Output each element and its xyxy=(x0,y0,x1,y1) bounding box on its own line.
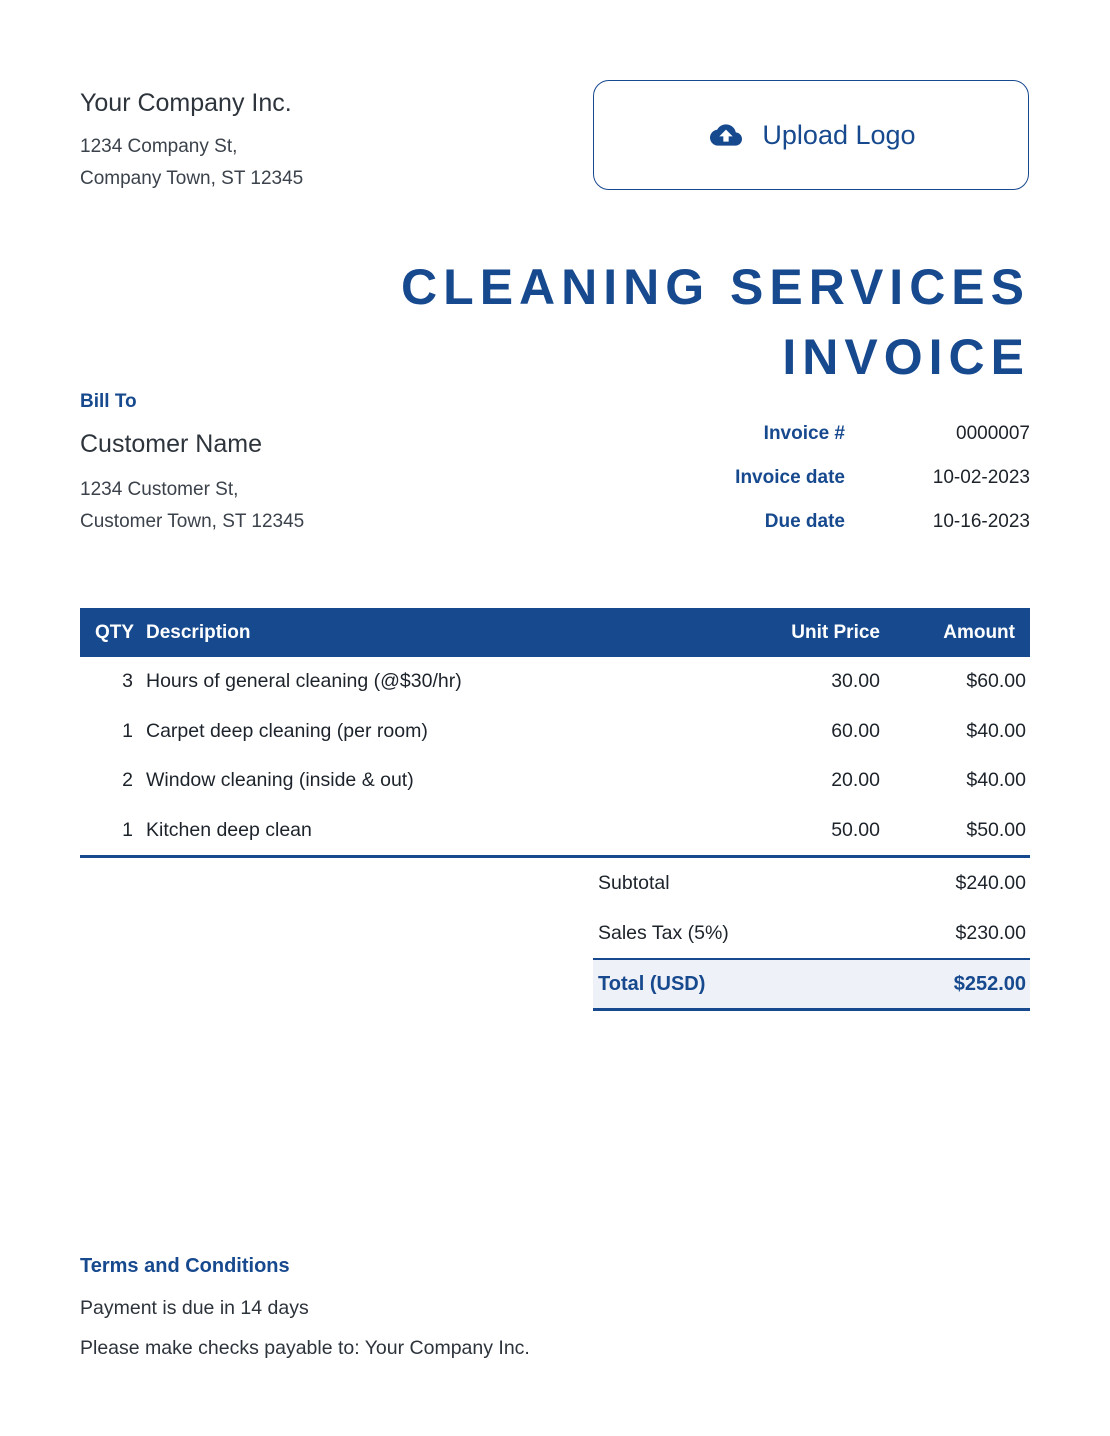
invoice-number-row xyxy=(735,412,1030,456)
table-header-row xyxy=(80,608,1030,657)
item-amount: $40.00 xyxy=(966,769,1026,792)
upload-logo-button[interactable] xyxy=(593,80,1029,190)
cloud-upload-icon xyxy=(706,119,746,151)
company-name: Your Company Inc. xyxy=(80,89,292,117)
company-info xyxy=(80,88,303,195)
bill-to-section xyxy=(80,391,304,538)
item-description: Carpet deep cleaning (per room) xyxy=(146,719,428,742)
unit-price-column-header: Unit Price xyxy=(791,621,880,643)
item-unit-price: 50.00 xyxy=(831,818,880,841)
terms-section xyxy=(80,1255,530,1377)
table-row xyxy=(80,756,1030,806)
customer-address-line1: 1234 Customer St, xyxy=(80,479,239,500)
table-row xyxy=(80,806,1030,856)
item-description: Kitchen deep clean xyxy=(146,818,312,841)
table-row xyxy=(80,707,1030,757)
grand-total-row xyxy=(593,958,1030,1011)
invoice-date-row xyxy=(735,456,1030,500)
totals-section xyxy=(593,859,1030,1011)
subtotal-row xyxy=(593,859,1030,909)
invoice-meta xyxy=(735,412,1030,544)
terms-heading: Terms and Conditions xyxy=(80,1255,290,1277)
item-qty: 1 xyxy=(122,719,133,742)
invoice-number-label: Invoice # xyxy=(763,423,845,444)
amount-column-header: Amount xyxy=(943,621,1015,643)
description-column-header: Description xyxy=(146,621,251,643)
grand-total-value: $252.00 xyxy=(953,972,1026,995)
item-qty: 2 xyxy=(122,769,133,792)
table-body xyxy=(80,657,1030,858)
item-description: Hours of general cleaning (@$30/hr) xyxy=(146,670,462,693)
sales-tax-label: Sales Tax (5%) xyxy=(598,921,729,944)
invoice-date-value: 10-02-2023 xyxy=(932,467,1030,488)
line-items-table xyxy=(80,608,1030,858)
sales-tax-value: $230.00 xyxy=(955,921,1026,944)
invoice-title-line1: CLEANING SERVICES xyxy=(401,259,1030,315)
due-date-label: Due date xyxy=(764,511,845,532)
invoice-title-line2: INVOICE xyxy=(782,329,1030,385)
customer-address-line2: Customer Town, ST 12345 xyxy=(80,511,305,532)
customer-address xyxy=(80,474,304,538)
grand-total-label: Total (USD) xyxy=(598,972,706,995)
item-description: Window cleaning (inside & out) xyxy=(146,769,414,792)
item-amount: $40.00 xyxy=(966,719,1026,742)
terms-line2: Please make checks payable to: Your Company Inc. xyxy=(80,1337,530,1359)
sales-tax-row xyxy=(593,909,1030,959)
company-address-line2: Company Town, ST 12345 xyxy=(80,168,304,189)
company-address-line1: 1234 Company St, xyxy=(80,136,238,157)
subtotal-value: $240.00 xyxy=(955,872,1026,895)
item-unit-price: 60.00 xyxy=(831,719,880,742)
item-qty: 3 xyxy=(122,670,133,693)
item-unit-price: 20.00 xyxy=(831,769,880,792)
company-address xyxy=(80,131,303,195)
item-amount: $60.00 xyxy=(966,670,1026,693)
due-date-row xyxy=(735,500,1030,544)
item-unit-price: 30.00 xyxy=(831,670,880,693)
item-qty: 1 xyxy=(122,818,133,841)
item-amount: $50.00 xyxy=(966,818,1026,841)
qty-column-header: QTY xyxy=(95,621,135,643)
invoice-title xyxy=(80,252,1030,392)
terms-line1: Payment is due in 14 days xyxy=(80,1297,309,1319)
subtotal-label: Subtotal xyxy=(598,872,670,895)
due-date-value: 10-16-2023 xyxy=(932,511,1030,532)
table-row xyxy=(80,657,1030,707)
bill-to-heading: Bill To xyxy=(80,391,137,412)
invoice-number-value: 0000007 xyxy=(956,423,1030,444)
invoice-date-label: Invoice date xyxy=(735,467,845,488)
upload-logo-label: Upload Logo xyxy=(762,119,916,150)
customer-name: Customer Name xyxy=(80,430,262,458)
